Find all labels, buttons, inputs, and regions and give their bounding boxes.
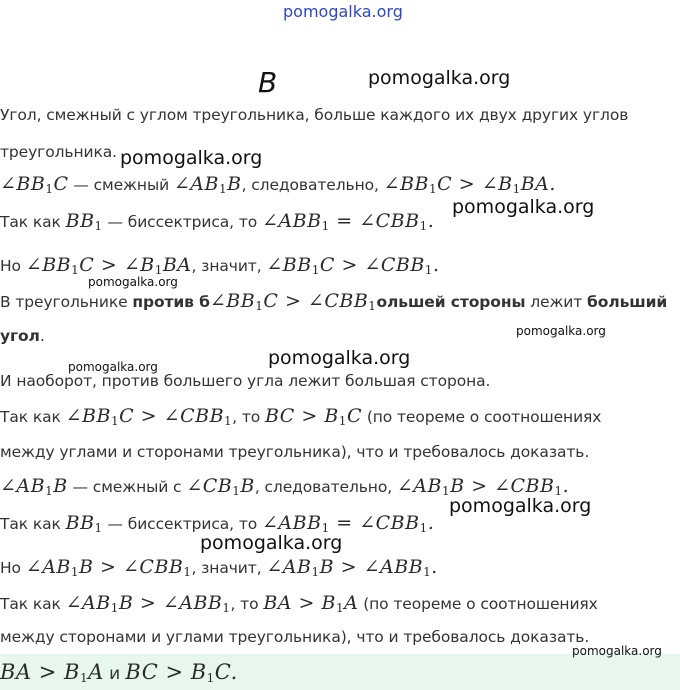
text-line-8: И наоборот, против большего угла лежит большая сторона. <box>0 372 491 390</box>
watermark-top-link[interactable]: pomogalka.org <box>283 2 403 21</box>
watermark: pomogalka.org <box>200 532 343 554</box>
text-line-13: Но $\angle AB_1B$ > $\angle CBB_1$, значит, $\angle AB_1B$ > $\angle ABB_1$. <box>0 556 438 579</box>
watermark: pomogalka.org <box>449 495 592 517</box>
text-line-1: Угол, смежный с углом треугольника, больше каждого их двух других углов <box>0 106 629 124</box>
text-line-3: $\angle BB_1C$ — смежный $\angle AB_1B$, следовательно, $\angle BB_1C$ > $\angle B_1BA$. <box>0 173 556 196</box>
text-line-15: между сторонами и углами треугольника), что и требовалось доказать. <box>0 628 590 646</box>
text-line-11: $\angle AB_1B$ — смежный с $\angle CB_1B$, следовательно, $\angle AB_1B$ > $\angle CBB_1$. <box>0 475 570 498</box>
text-line-4: Так как $BB_1$ — биссектриса, то $\angle ABB_1$ = $\angle CBB_1$. <box>0 210 435 233</box>
watermark: pomogalka.org <box>68 360 158 374</box>
text-line-9: Так как $\angle BB_1C$ > $\angle CBB_1$, то BC > $B_1C$ (по теореме о соотношениях <box>0 405 602 428</box>
section-letter: B <box>258 66 278 99</box>
watermark: pomogalka.org <box>88 275 178 289</box>
watermark: pomogalka.org <box>268 347 411 369</box>
text-line-2: треугольника. <box>0 143 117 161</box>
watermark: pomogalka.org <box>452 196 595 218</box>
final-answer-line: BA > $B_1A$ и BC > $B_1C$. <box>0 660 238 685</box>
text-line-10: между углами и сторонами треугольника), что и требовалось доказать. <box>0 443 590 461</box>
text-line-7: угол. <box>0 327 45 345</box>
watermark: pomogalka.org <box>120 147 263 169</box>
watermark: pomogalka.org <box>368 67 511 89</box>
text-line-12: Так как $BB_1$ — биссектриса, то $\angle ABB_1$ = $\angle CBB_1$. <box>0 512 435 535</box>
watermark: pomogalka.org <box>572 644 662 658</box>
text-line-6: В треугольнике против $б\angle BB_1C$ > $\angle CBB_1ольшей$ стороны лежит больший <box>0 290 668 313</box>
text-line-5: Но $\angle BB_1C$ > $\angle B_1BA$, значит, $\angle BB_1C$ > $\angle CBB_1$. <box>0 254 440 277</box>
watermark: pomogalka.org <box>516 324 606 338</box>
text-line-14: Так как $\angle AB_1B$ > $\angle ABB_1$, то BA > $B_1A$ (по теореме о соотношениях <box>0 592 598 615</box>
